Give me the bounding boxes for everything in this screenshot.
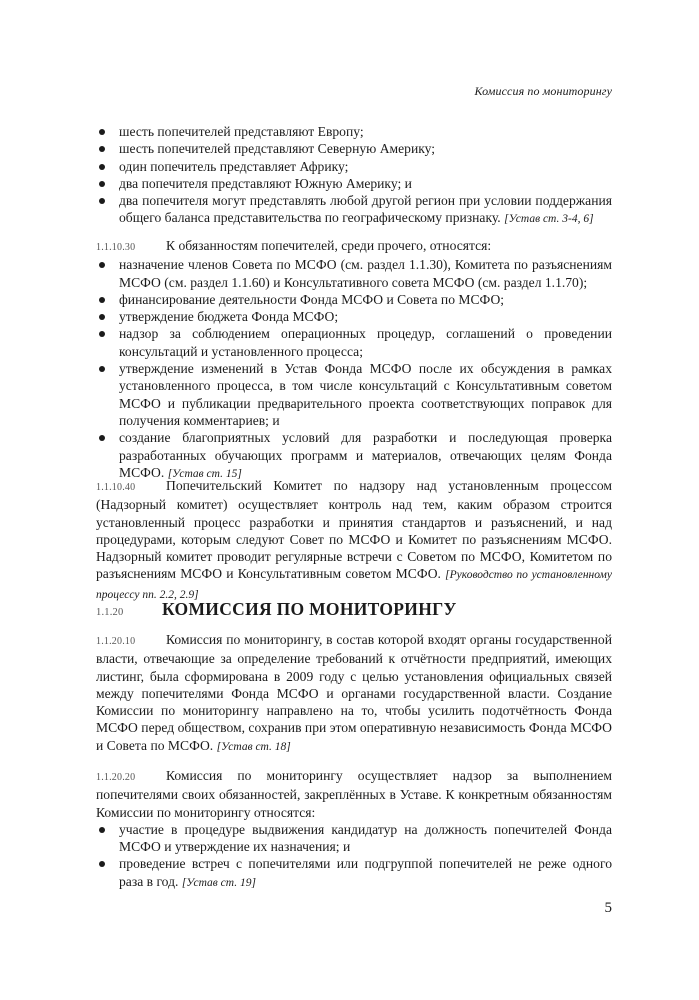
list-item: назначение членов Совета по МСФО (см. раздел 1.1.30), Комитета по разъяснениям МСФО (см. раздел 1.1.60) и Консультативного совета МСФО (см. раздел 1.1.70); xyxy=(96,256,612,291)
paragraph-intro: 1.1.10.30 К обязанностям попечителей, среди прочего, относятся: xyxy=(96,237,612,256)
list-item: утверждение изменений в Устав Фонда МСФО после их обсуждения в рамках установленного процесса, в том числе консультаций с Консультативным советом МСФО и публикации предварительного проекта соответствующих поправок для получения комментариев; и xyxy=(96,360,612,429)
trustee-region-list-block xyxy=(96,123,612,229)
running-head: Комиссия по мониторингу xyxy=(474,84,612,98)
list-item: два попечителя представляют Южную Америку; и xyxy=(96,175,612,192)
section-number: 1.1.20 xyxy=(96,607,124,618)
list-item: проведение встреч с попечителями или подгруппой попечителей не реже одного раза в год. [Устав ст. 19] xyxy=(96,855,612,892)
reference: [Устав ст. 3-4, 6] xyxy=(504,213,594,226)
paragraph-1-1-10-40 xyxy=(96,477,612,604)
paragraph-text: 1.1.10.40 Попечительский Комитет по надзору над установленным процессом (Надзорный комитет) осуществляет контроль над тем, каким образом строится установленный процесс разработки и принятия стандартов и разъяснений, и над процедурами, которым следуют Совет по МСФО и Комитет по разъяснениям МСФО. Надзорный комитет проводит регулярные встречи с Советом по МСФО, Комитетом по разъяснениям МСФО и Консультативным советом МСФО. [Руководство по установленному процессу пп. 2.2, 2.9] xyxy=(96,478,612,601)
list-item: утверждение бюджета Фонда МСФО; xyxy=(96,308,612,325)
monitoring-duties-list xyxy=(96,821,612,892)
paragraph-1-1-20-20 xyxy=(96,767,612,892)
list-item: два попечителя могут представлять любой другой регион при условии поддержания общего баланса представительства по географическому признаку. [Устав ст. 3-4, 6] xyxy=(96,192,612,229)
reference: [Устав ст. 19] xyxy=(181,876,256,889)
list-item: надзор за соблюдением операционных процедур, соглашений о проведении консультаций и установленного процесса; xyxy=(96,325,612,360)
paragraph-text: 1.1.20.10 Комиссия по мониторингу, в состав которой входят органы государственной власти, отвечающие за определение требований к отчётности предприятий, имеющих листинг, была сформирована в 2009 году с целью установления официальных связей между попечителями Фонда МСФО и органами государственной власти. Создание Комиссии по мониторингу направлено на то, чтобы усилить подотчётность Фонда МСФО перед обществом, сохранив при этом оперативную независимость Фонда МСФО и Совета по МСФО. [Устав ст. 18] xyxy=(96,632,612,753)
trustee-region-list xyxy=(96,123,612,229)
list-item: шесть попечителей представляют Северную Америку; xyxy=(96,140,612,157)
trustee-duties-list xyxy=(96,256,612,483)
list-item: финансирование деятельности Фонда МСФО и Совета по МСФО; xyxy=(96,291,612,308)
section-heading xyxy=(96,599,612,620)
list-item: создание благоприятных условий для разработки и последующая проверка разработанных обучающих программ и материалов, отвечающих целям Фонда МСФО. [Устав ст. 15] xyxy=(96,429,612,483)
reference: [Устав ст. 15] xyxy=(167,467,242,480)
paragraph-1-1-20-10 xyxy=(96,631,612,756)
section-title: КОМИССИЯ ПО МОНИТОРИНГУ xyxy=(162,599,457,619)
list-item: шесть попечителей представляют Европу; xyxy=(96,123,612,140)
paragraph-number: 1.1.10.30 xyxy=(96,242,136,253)
paragraph-number: 1.1.10.40 xyxy=(96,482,136,493)
page-number: 5 xyxy=(604,900,612,916)
list-item: один попечитель представляет Африку; xyxy=(96,158,612,175)
paragraph-1-1-10-30 xyxy=(96,237,612,483)
paragraph-number: 1.1.20.20 xyxy=(96,772,136,783)
reference: [Устав ст. 18] xyxy=(216,740,291,753)
paragraph-number: 1.1.20.10 xyxy=(96,636,136,647)
reference: [Руководство по установленному процессу пп. 2.2, 2.9] xyxy=(96,569,612,601)
list-item: участие в процедуре выдвижения кандидатур на должность попечителей Фонда МСФО и утверждение их назначения; и xyxy=(96,821,612,856)
paragraph-text: 1.1.20.20 Комиссия по мониторингу осуществляет надзор за выполнением попечителями своих обязанностей, закреплённых в Уставе. К конкретным обязанностям Комиссии по мониторингу относятся: xyxy=(96,768,612,820)
